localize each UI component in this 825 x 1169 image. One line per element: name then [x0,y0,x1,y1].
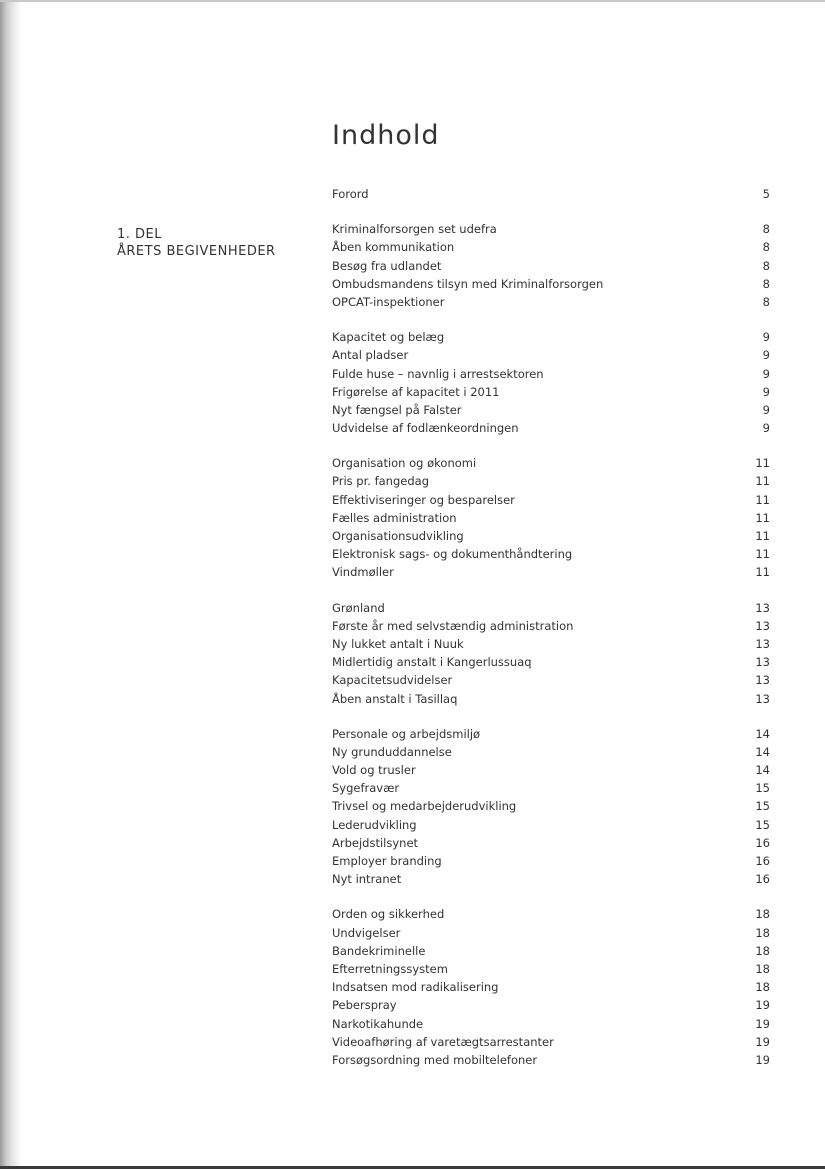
toc-section [332,454,770,581]
toc-section-heading [332,599,770,617]
toc-entry-page: 19 [755,1016,770,1031]
toc-entry-title: Ny lukket antalt i Nuuk [332,636,464,651]
toc-entry-page: 13 [755,673,770,688]
toc-entry-title: OPCAT-inspektioner [332,294,445,309]
toc-entry [332,870,770,888]
toc-section-heading [332,220,770,238]
toc-entry [332,924,770,942]
toc-entry-page: 18 [755,961,770,976]
toc-entry-page: 11 [755,474,770,489]
toc-section [332,220,770,311]
part-number: 1. DEL [117,227,163,242]
table-of-contents [332,185,770,1086]
toc-section [332,185,770,203]
toc-entry-title: Kapacitet og belæg [332,330,445,345]
toc-entry [332,852,770,870]
toc-entry-page: 19 [755,1052,770,1067]
toc-entry [332,978,770,996]
toc-entry-title: Undvigelser [332,925,401,940]
toc-entry-page: 8 [762,240,770,255]
toc-entry-page: 11 [755,456,770,471]
toc-entry-title: Lederudvikling [332,817,417,832]
toc-entry [332,509,770,527]
toc-entry-title: Nyt intranet [332,872,402,887]
toc-entry-title: Besøg fra udlandet [332,258,442,273]
toc-entry-page: 9 [762,384,770,399]
toc-entry [332,743,770,761]
toc-entry-page: 19 [755,998,770,1013]
toc-section-heading [332,185,770,203]
toc-entry [332,1051,770,1069]
toc-entry-title: Fælles administration [332,510,457,525]
toc-entry-page: 8 [762,258,770,273]
toc-entry-title: Grønland [332,600,385,615]
toc-entry-page: 9 [762,402,770,417]
toc-entry-title: Vold og trusler [332,763,416,778]
toc-entry-page: 14 [755,763,770,778]
toc-entry-page: 11 [755,565,770,580]
toc-entry [332,1033,770,1051]
toc-entry-title: Kriminalforsorgen set udefra [332,222,497,237]
toc-entry [332,690,770,708]
toc-entry-title: Ombudsmandens tilsyn med Kriminalforsorgen [332,276,604,291]
toc-entry-page: 16 [755,854,770,868]
toc-entry-title: Organisationsudvikling [332,529,464,543]
toc-section [332,599,770,708]
toc-entry-page: 13 [755,618,770,633]
toc-entry-title: Orden og sikkerhed [332,907,445,922]
part-title: ÅRETS BEGIVENHEDER [117,244,276,259]
page-title: Indhold [332,120,440,151]
toc-entry [332,942,770,960]
toc-section-heading [332,328,770,346]
toc-entry-page: 11 [755,547,770,562]
toc-entry-page: 9 [762,330,770,345]
toc-entry-title: Arbejdstilsynet [332,835,419,850]
toc-entry-title: Organisation og økonomi [332,456,477,471]
toc-entry [332,960,770,978]
toc-section-heading [332,454,770,472]
toc-entry-title: Trivsel og medarbejderudvikling [332,799,517,814]
toc-entry-title: Kapacitetsudvidelser [332,673,453,688]
toc-entry-page: 11 [755,492,770,507]
toc-entry-page: 8 [762,294,770,309]
toc-entry [332,545,770,563]
toc-entry-page: 13 [755,600,770,615]
toc-entry-page: 18 [755,925,770,940]
toc-entry-page: 16 [755,835,770,850]
toc-section [332,328,770,437]
toc-entry-page: 11 [755,510,770,525]
toc-entry [332,617,770,635]
toc-entry [332,365,770,383]
toc-entry-page: 8 [762,276,770,291]
toc-entry-page: 18 [755,907,770,922]
toc-entry-title: Pris pr. fangedag [332,474,429,489]
toc-entry-page: 5 [762,187,770,201]
toc-section-heading [332,905,770,923]
toc-entry-page: 16 [755,872,770,887]
scan-edge-shadow [0,0,22,1169]
toc-entry-page: 19 [755,1034,770,1049]
toc-entry-title: Forsøgsordning med mobiltelefoner [332,1052,538,1067]
toc-entry [332,834,770,852]
toc-entry [332,1015,770,1033]
toc-entry [332,238,770,256]
toc-entry-page: 15 [755,799,770,814]
toc-entry-page: 9 [762,421,770,436]
toc-entry [332,472,770,490]
toc-entry [332,996,770,1014]
toc-entry [332,346,770,364]
toc-entry [332,816,770,834]
toc-entry-page: 13 [755,655,770,670]
toc-entry-title: Indsatsen mod radikalisering [332,980,499,995]
toc-entry [332,671,770,689]
toc-entry-title: Ny grunduddannelse [332,744,452,759]
toc-entry-title: Sygefravær [332,781,400,796]
toc-entry [332,779,770,797]
toc-entry [332,257,770,275]
toc-entry-title: Efterretningssystem [332,961,448,976]
toc-entry-title: Elektronisk sags- og dokumenthåndtering [332,547,573,562]
toc-entry [332,563,770,581]
toc-section-heading [332,725,770,743]
toc-entry [332,761,770,779]
part-label [117,226,276,260]
toc-entry [332,653,770,671]
toc-entry-title: Forord [332,187,369,201]
toc-entry [332,797,770,815]
toc-entry-title: Employer branding [332,854,442,868]
toc-entry-page: 11 [755,529,770,543]
toc-entry [332,635,770,653]
toc-entry [332,527,770,545]
toc-entry-title: Effektiviseringer og besparelser [332,492,515,507]
toc-entry-title: Åben anstalt i Tasillaq [332,691,458,706]
toc-entry [332,383,770,401]
toc-entry [332,293,770,311]
toc-entry-title: Midlertidig anstalt i Kangerlussuaq [332,655,532,670]
toc-entry-title: Udvidelse af fodlænkeordningen [332,421,519,436]
toc-entry-title: Narkotikahunde [332,1016,424,1031]
toc-entry-title: Åben kommunikation [332,240,455,255]
toc-entry-title: Antal pladser [332,348,409,363]
toc-entry-title: Første år med selvstændig administration [332,618,574,633]
toc-entry-page: 14 [755,744,770,759]
toc-section [332,725,770,889]
toc-entry-page: 8 [762,222,770,237]
toc-entry-page: 15 [755,781,770,796]
toc-entry-title: Frigørelse af kapacitet i 2011 [332,384,500,399]
toc-entry-title: Nyt fængsel på Falster [332,402,462,417]
toc-entry-page: 13 [755,636,770,651]
toc-section [332,905,770,1069]
toc-entry-title: Personale og arbejdsmiljø [332,726,481,741]
toc-entry [332,275,770,293]
toc-entry-page: 14 [755,726,770,741]
toc-entry-page: 15 [755,817,770,832]
toc-entry-title: Vindmøller [332,565,394,580]
toc-entry-title: Fulde huse – navnlig i arrestsektoren [332,366,544,381]
toc-entry-title: Bandekriminelle [332,943,426,958]
toc-entry-title: Peberspray [332,998,397,1013]
toc-entry [332,401,770,419]
toc-entry-page: 13 [755,691,770,706]
toc-entry-page: 18 [755,943,770,958]
toc-entry-page: 9 [762,348,770,363]
scan-top-edge [0,0,825,2]
toc-entry-page: 18 [755,980,770,995]
toc-entry [332,491,770,509]
toc-entry-title: Videoafhøring af varetægtsarrestanter [332,1034,554,1049]
toc-entry [332,419,770,437]
toc-entry-page: 9 [762,366,770,381]
